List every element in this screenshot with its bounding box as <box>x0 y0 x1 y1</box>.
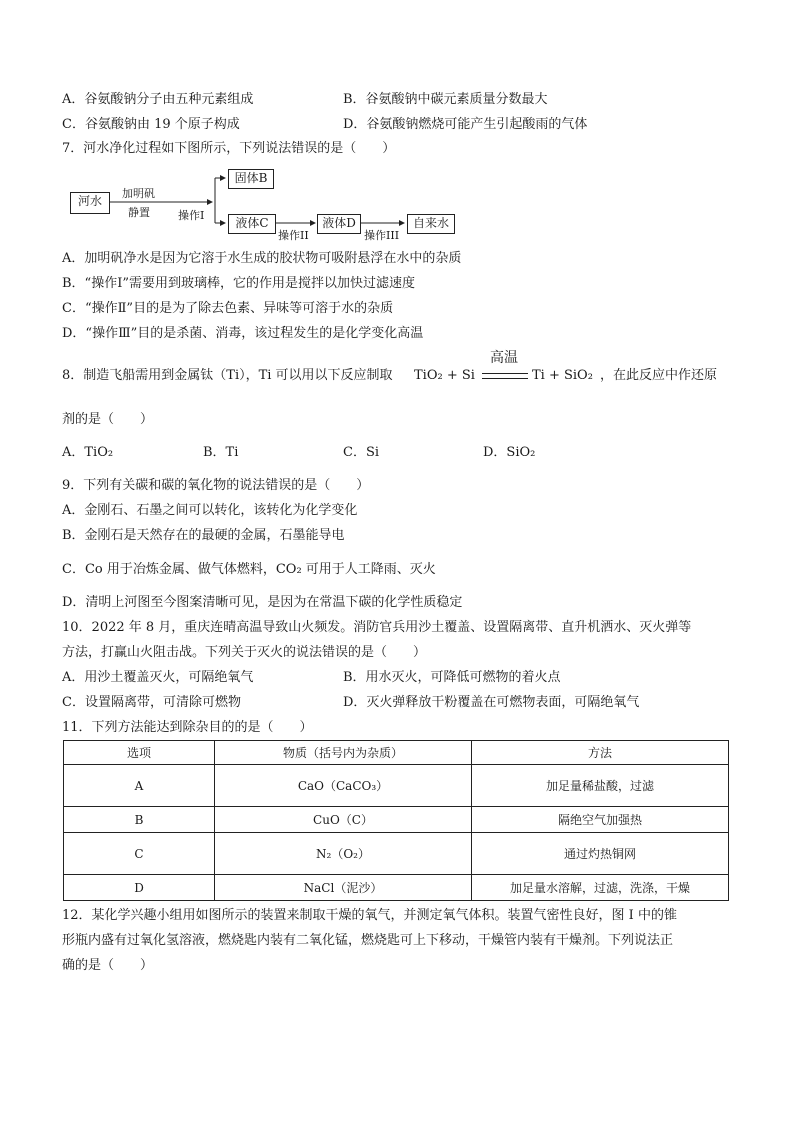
row-d-substance: NaCl（泥沙） <box>215 875 472 901</box>
q8-equation-left: TiO₂ + Si <box>414 368 475 383</box>
row-c-method: 通过灼热铜网 <box>472 833 729 875</box>
q8-option-a: A．TiO₂ <box>62 445 114 460</box>
table-row <box>64 875 729 901</box>
row-a-substance: CaO（CaCO₃） <box>215 765 472 807</box>
q6-option-d: D．谷氨酸钠燃烧可能产生引起酸雨的气体 <box>343 117 588 132</box>
liquid-d-box: 液体D <box>317 214 361 234</box>
q7-flow-diagram <box>62 160 482 242</box>
q10-stem-line2: 方法，打赢山火阻击战。下列关于灭火的说法错误的是（ ） <box>62 645 427 660</box>
q10-option-a: A．用沙土覆盖灭火，可隔绝氧气 <box>62 670 254 685</box>
settle-label: 静置 <box>128 206 150 219</box>
header-option: 选项 <box>64 741 215 765</box>
q9-option-a: A．金刚石、石墨之间可以转化，该转化为化学变化 <box>62 503 358 518</box>
q6-option-a: A．谷氨酸钠分子由五种元素组成 <box>62 92 254 107</box>
header-method: 方法 <box>472 741 729 765</box>
row-b-substance: CuO（C） <box>215 807 472 833</box>
table-row <box>64 807 729 833</box>
q12-stem-line1: 12．某化学兴趣小组用如图所示的装置来制取干燥的氧气，并测定氧气体积。装置气密性良好，图 I 中的锥 <box>62 908 677 923</box>
q9-stem: 9．下列有关碳和碳的氧化物的说法错误的是（ ） <box>62 478 370 493</box>
q6-option-c: C．谷氨酸钠由 19 个原子构成 <box>62 117 240 132</box>
q8-option-c: C．Si <box>343 445 380 460</box>
q8-equation-right: Ti + SiO₂ <box>532 368 593 383</box>
q7-option-a: A．加明矾净水是因为它溶于水生成的胶状物可吸附悬浮在水中的杂质 <box>62 251 462 266</box>
table-row <box>64 833 729 875</box>
table-header-row <box>64 741 729 765</box>
row-a-option: A <box>64 765 215 807</box>
q12-stem-line2: 形瓶内盛有过氧化氢溶液，燃烧匙内装有二氧化锰，燃烧匙可上下移动，干燥管内装有干燥剂。下列说法正 <box>62 933 674 948</box>
operation-3-label: 操作III <box>364 229 400 242</box>
row-d-option: D <box>64 875 215 901</box>
q8-reaction-condition: 高温 <box>490 350 518 366</box>
row-b-option: B <box>64 807 215 833</box>
q7-option-b: B．“操作Ⅰ”需要用到玻璃棒，它的作用是搅拌以加快过滤速度 <box>62 276 415 291</box>
q10-stem-line1: 10．2022 年 8 月，重庆连晴高温导致山火频发。消防官兵用沙土覆盖、设置隔离带、直升机洒水、灭火弹等 <box>62 620 692 635</box>
operation-2-label: 操作II <box>278 229 309 242</box>
liquid-c-box: 液体C <box>228 214 276 234</box>
q10-option-d: D．灭火弹释放干粉覆盖在可燃物表面，可隔绝氧气 <box>343 695 640 710</box>
q8-equals-sign <box>482 373 528 379</box>
q9-option-d: D．清明上河图至今图案清晰可见，是因为在常温下碳的化学性质稳定 <box>62 595 463 610</box>
q9-option-c: C．Co 用于冶炼金属、做气体燃料，CO₂ 可用于人工降雨、灭火 <box>62 562 436 577</box>
q10-option-c: C．设置隔离带，可清除可燃物 <box>62 695 241 710</box>
tap-water-box: 自来水 <box>407 214 455 234</box>
q11-table <box>63 740 729 901</box>
q7-option-d: D．“操作Ⅲ”目的是杀菌、消毒，该过程发生的是化学变化高温 <box>62 326 424 341</box>
q10-option-b: B．用水灭火，可降低可燃物的着火点 <box>343 670 561 685</box>
q8-stem-start: 8．制造飞船需用到金属钛（Ti），Ti 可以用以下反应制取 <box>62 368 393 383</box>
q7-option-c: C．“操作Ⅱ”目的是为了除去色素、异味等可溶于水的杂质 <box>62 301 394 316</box>
add-alum-label: 加明矾 <box>122 187 155 200</box>
q9-option-b: B．金刚石是天然存在的最硬的金属，石墨能导电 <box>62 528 345 543</box>
header-substance: 物质（括号内为杂质） <box>215 741 472 765</box>
q8-stem-line2: 剂的是（ ） <box>62 412 154 427</box>
q7-stem: 7．河水净化过程如下图所示，下列说法错误的是（ ） <box>62 141 396 156</box>
row-c-substance: N₂（O₂） <box>215 833 472 875</box>
row-b-method: 隔绝空气加强热 <box>472 807 729 833</box>
q6-option-b: B．谷氨酸钠中碳元素质量分数最大 <box>343 92 548 107</box>
row-d-method: 加足量水溶解，过滤，洗涤，干燥 <box>472 875 729 901</box>
river-water-box: 河水 <box>70 192 110 214</box>
row-a-method: 加足量稀盐酸，过滤 <box>472 765 729 807</box>
q12-stem-line3: 确的是（ ） <box>62 958 154 973</box>
q8-option-b: B．Ti <box>203 445 239 460</box>
solid-b-box: 固体B <box>228 169 274 189</box>
operation-1-label: 操作I <box>178 209 205 222</box>
q8-stem-end: ，在此反应中作还原 <box>600 368 718 383</box>
table-row <box>64 765 729 807</box>
q11-stem: 11．下列方法能达到除杂目的的是（ ） <box>62 720 313 735</box>
row-c-option: C <box>64 833 215 875</box>
q8-option-d: D．SiO₂ <box>483 445 536 460</box>
